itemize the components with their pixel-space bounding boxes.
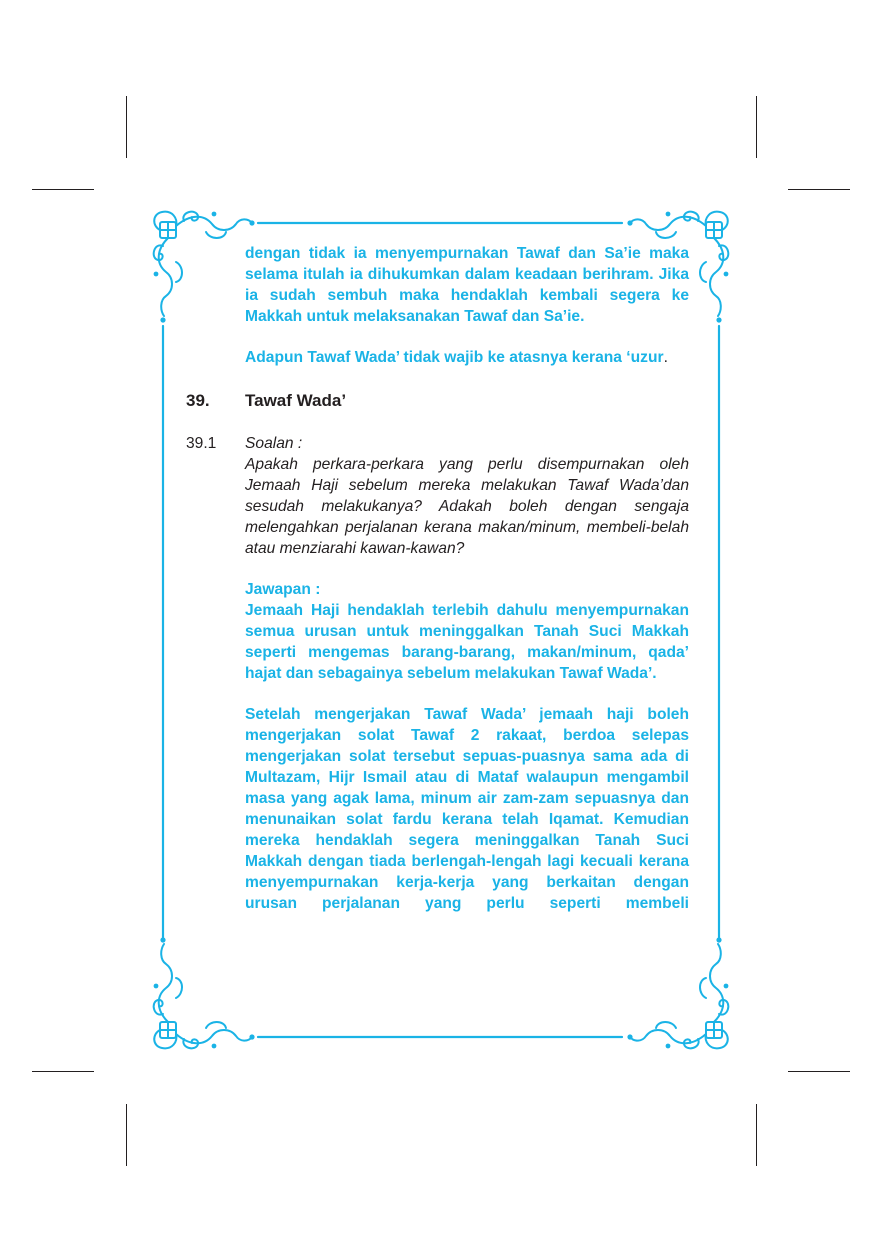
answer-paragraph-1: Jemaah Haji hendaklah terlebih dahulu menyempurnakan semua urusan untuk meninggalkan Tanah Suci Makkah seperti mengemas barang-barang, makan/minum, qada’ hajat dan sebagainya sebelum melakukan Tawaf Wada’. — [245, 602, 689, 682]
section-title: Tawaf Wada’ — [245, 391, 347, 410]
corner-ornament-bottom-right — [627, 937, 728, 1048]
corner-ornament-bottom-left — [154, 937, 255, 1048]
answer-paragraph-2: Setelah mengerjakan Tawaf Wada’ jemaah haji boleh mengerjakan solat Tawaf 2 rakaat, berdoa selepas mengerjakan solat tersebut sepuas-puasnya sama ada di Multazam, Hijr Ismail atau di Mataf walaupun mengambil masa yang agak lama, minum air zam-zam sepuasnya dan menunaikan solat fardu kerana telah Iqamat. Kemudian mereka hendaklah segera meninggalkan Tanah Suci Makkah dengan tiada berlengah-lengah lagi kecuali kerana menyempurnakan kerja-kerja yang berkaitan dengan urusan perjalanan yang perlu seperti membeli — [245, 706, 689, 912]
answer-label: Jawapan : — [245, 581, 321, 598]
intro-paragraph-2-period: . — [663, 349, 668, 366]
question-block — [186, 433, 689, 914]
section-heading — [186, 390, 689, 412]
intro-paragraph-1: dengan tidak ia menyempurnakan Tawaf dan Sa’ie maka selama itulah ia dihukumkan dalam keadaan berihram. Jika ia sudah sembuh maka hendaklah kembali segera ke Makkah untuk melaksanakan Tawaf dan Sa’ie. — [245, 245, 689, 325]
page-content — [186, 243, 689, 914]
question-label: Soalan : — [245, 435, 303, 452]
intro-paragraph-2 — [245, 347, 689, 368]
intro-paragraph-2-text: Adapun Tawaf Wada’ tidak wajib ke atasnya kerana ‘uzur — [245, 349, 664, 366]
question-text: Apakah perkara-perkara yang perlu disempurnakan oleh Jemaah Haji sebelum mereka melakukan Tawaf Wada’dan sesudah melakukanya? Adakah boleh dengan sengaja melengahkan perjalanan kerana makan/minum, membeli-belah atau menziarahi kawan-kawan? — [245, 456, 689, 557]
section-number: 39. — [186, 391, 210, 410]
question-number: 39.1 — [186, 435, 217, 452]
